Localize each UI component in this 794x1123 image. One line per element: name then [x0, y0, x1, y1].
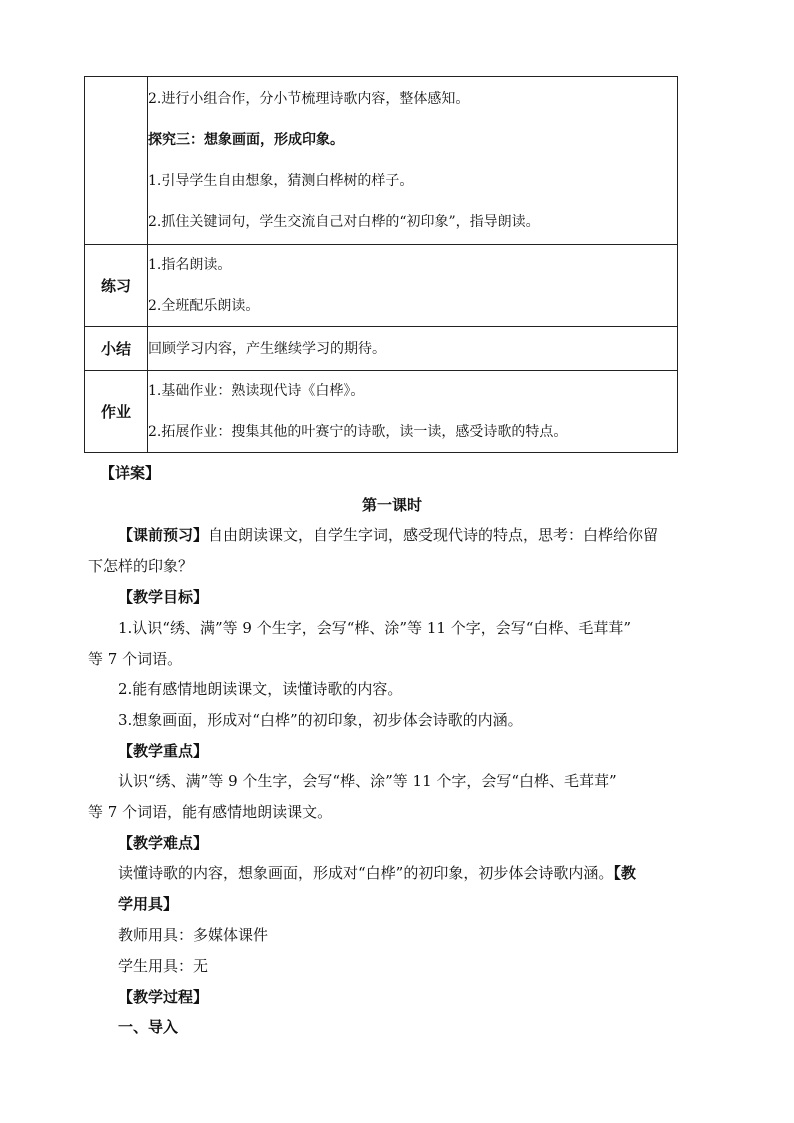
- content-line: 2.进行小组合作，分小节梳理诗歌内容，整体感知。: [148, 91, 470, 107]
- difficult-text: 读懂诗歌的内容，想象画面，形成对“白桦”的初印象，初步体会诗歌内涵。: [118, 864, 614, 882]
- row-label: 小结: [85, 327, 148, 371]
- row-label: [85, 77, 148, 245]
- detail-heading: 【详案】: [100, 464, 161, 482]
- row-label: 作业: [85, 371, 148, 453]
- key-text-cont: 等 7 个词语，能有感情地朗读课文。: [88, 803, 333, 821]
- content-line: 1.引导学生自由想象，猜测白桦树的样子。: [148, 173, 414, 189]
- content-line: 回顾学习内容，产生继续学习的期待。: [148, 340, 386, 357]
- content-line: 2.全班配乐朗读。: [148, 298, 260, 314]
- goal-item: 3.想象画面，形成对“白桦”的初印象，初步体会诗歌的内涵。: [118, 711, 523, 729]
- difficult-heading: 【教学难点】: [118, 834, 209, 852]
- goal-item: 2.能有感情地朗读课文，读懂诗歌的内容。: [118, 680, 403, 698]
- lesson-title: 第一课时: [362, 496, 423, 514]
- preview-paragraph: [118, 524, 658, 546]
- row-content: [148, 371, 678, 453]
- goal-item-cont: 等 7 个词语。: [88, 650, 183, 668]
- preview-text-cont: 下怎样的印象？: [88, 557, 194, 575]
- goals-heading: 【教学目标】: [118, 588, 209, 606]
- lesson-plan-table: [84, 76, 678, 453]
- content-line: 2.拓展作业：搜集其他的叶赛宁的诗歌，读一读，感受诗歌的特点。: [148, 424, 568, 440]
- table-row: [85, 245, 678, 327]
- table-row: [85, 371, 678, 453]
- goal-item: 1.认识“绣、满”等 9 个生字，会写“桦、涂”等 11 个字，会写“白桦、毛茸茸”: [118, 619, 632, 637]
- row-content: [148, 245, 678, 327]
- student-tools: 学生用具：无: [118, 957, 209, 975]
- content-line: 2.抓住关键词句，学生交流自己对白桦的“初印象”，指导朗读。: [148, 214, 540, 230]
- tools-heading-cont: 学用具】: [118, 895, 179, 913]
- row-content: [148, 77, 678, 245]
- process-heading: 【教学过程】: [118, 988, 209, 1006]
- key-heading: 【教学重点】: [118, 742, 209, 760]
- preview-text: 自由朗读课文，自学生字词，感受现代诗的特点，思考：白桦给你留: [208, 526, 659, 544]
- teacher-tools: 教师用具：多媒体课件: [118, 926, 269, 944]
- section-heading: 一、导入: [118, 1018, 179, 1036]
- preview-label: 【课前预习】: [118, 526, 209, 544]
- row-label: 练习: [85, 245, 148, 327]
- row-content: [148, 327, 678, 371]
- key-text: 认识“绣、满”等 9 个生字，会写“桦、涂”等 11 个字，会写“白桦、毛茸茸”: [118, 772, 617, 790]
- content-line: 探究三：想象画面，形成印象。: [148, 132, 344, 148]
- content-line: 1.基础作业：熟读现代诗《白桦》。: [148, 383, 365, 399]
- table-row: [85, 77, 678, 245]
- difficult-paragraph: [118, 862, 636, 884]
- tools-heading: 【教: [613, 864, 636, 882]
- content-line: 1.指名朗读。: [148, 257, 232, 273]
- table-row: [85, 327, 678, 371]
